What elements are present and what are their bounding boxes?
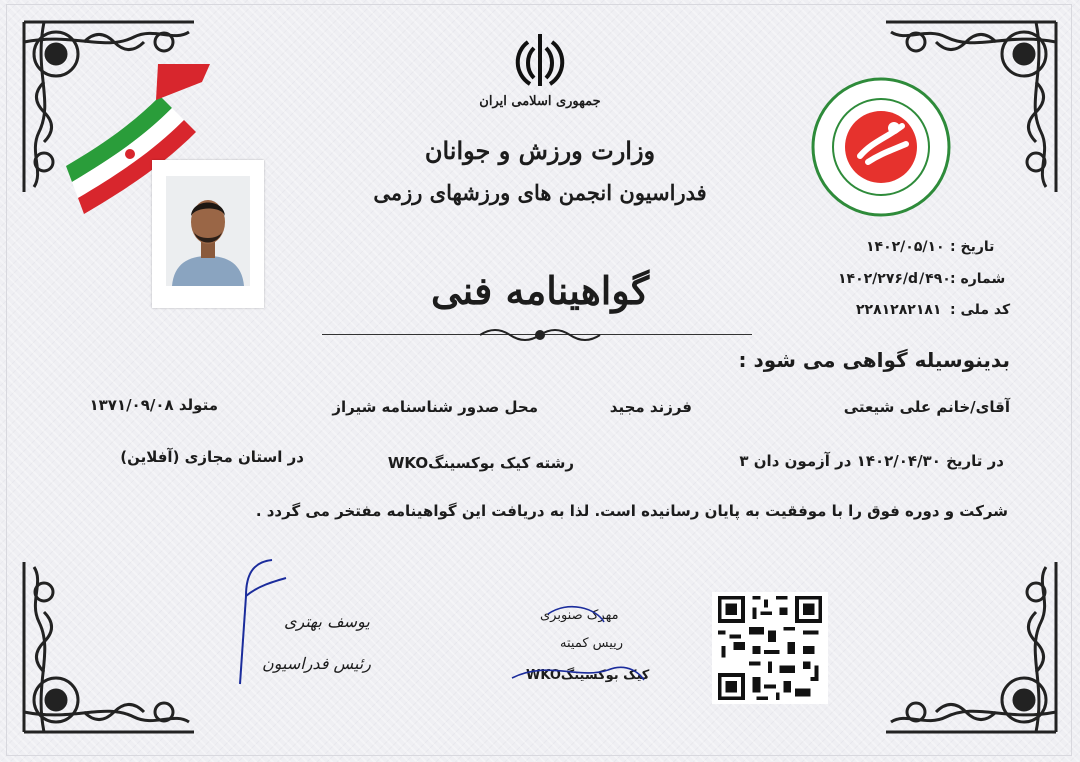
intro-text: بدینوسیله گواهی می شود : [738,348,1010,372]
iran-emblem-icon [508,30,572,92]
right-signer-role: رییس کمیته [560,636,624,651]
national-id-value: ۲۲۸۱۲۸۲۱۸۱ [856,302,942,318]
verification-qr-code[interactable] [712,592,828,704]
holder-name: آقای/خانم علی شیعتی [843,398,1010,416]
father-name: فرزند مجید [609,398,692,416]
birth-date: متولد ۱۳۷۱/۰۹/۰۸ [89,396,218,414]
corner-ornament-bottom-right [876,552,1066,742]
exam-info: در تاریخ ۱۴۰۲/۰۴/۳۰ در آزمون دان ۳ [739,452,1004,470]
signature-scribble [508,600,648,690]
national-id-label: کد ملی : [950,302,1011,318]
divider-ornament-icon [470,326,610,344]
header-federation: فدراسیون انجمن های ورزشهای رزمی [373,180,707,205]
number-value: ۱۴۰۲/۲۷۶/d/۴۹۰ [838,271,951,287]
completion-text: شرکت و دوره فوق را با موفقیت به پایان رسانیده است. لذا به دریافت این گواهینامه مفتخر می گردد . [255,502,1008,520]
discipline: رشته کیک بوکسینگWKO [387,454,574,472]
number-label: شماره : [950,271,1006,287]
left-signer-role: رئیس فدراسیون [262,654,371,673]
header-republic: جمهوری اسلامی ایران [479,94,601,109]
date-label: تاریخ : [950,239,995,255]
issue-place: محل صدور شناسنامه شیراز [332,398,538,416]
left-signer-name: یوسف بهتری [284,612,370,631]
header-ministry: وزارت ورزش و جوانان [424,136,656,165]
corner-ornament-bottom-left [14,552,204,742]
federation-logo [810,76,952,218]
right-signer-name: مهرک صنوبری [540,608,619,623]
right-signer-org: کیک بوکسینگWKO [526,668,650,683]
date-value: ۱۴۰۲/۰۵/۱۰ [866,239,945,255]
certificate-title: گواهینامه فنی [430,268,650,313]
province: در استان مجازی (آفلاین) [120,448,304,466]
